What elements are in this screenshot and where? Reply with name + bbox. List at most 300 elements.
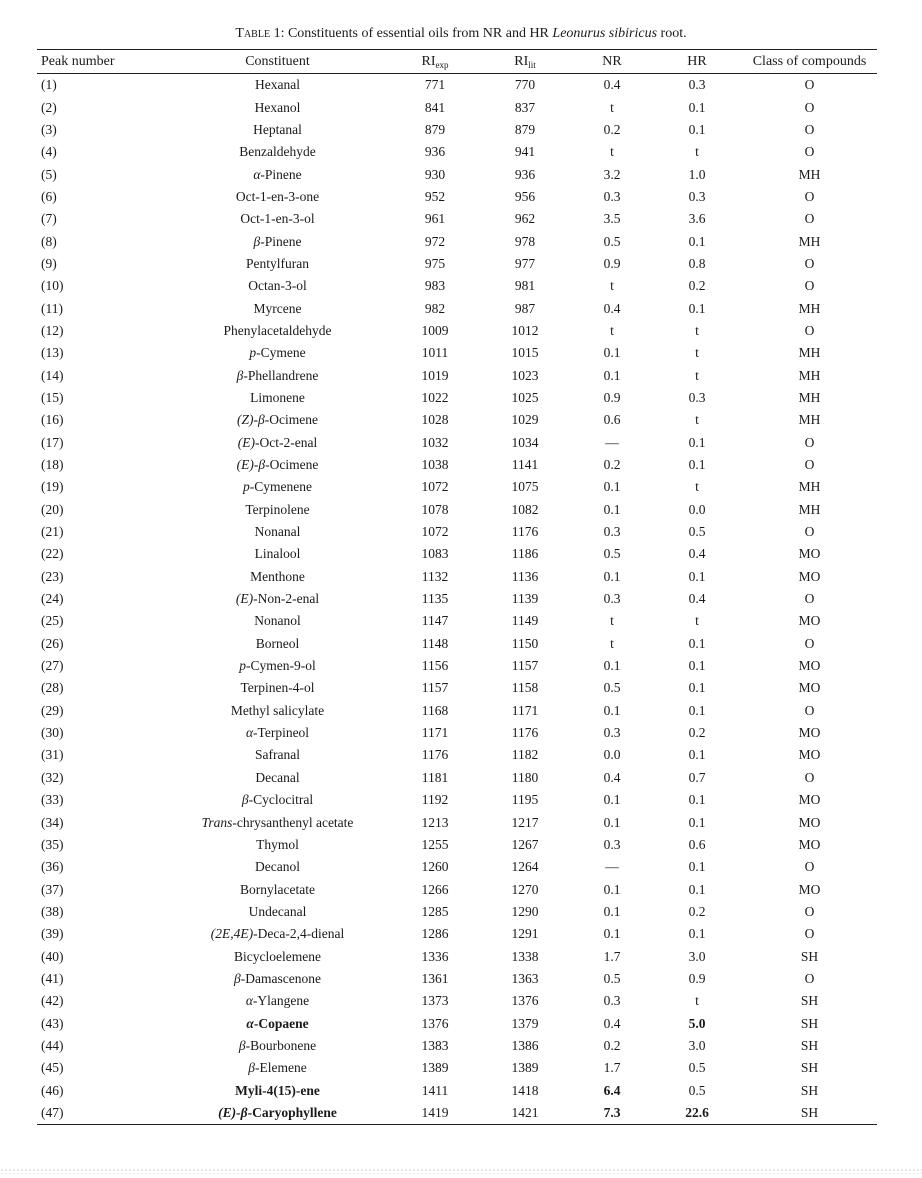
- constituent-part: Decanal: [255, 769, 300, 785]
- cell-constituent: [175, 636, 380, 652]
- cell-nr: 0.1: [603, 479, 621, 495]
- constituent-part: Thymol: [256, 836, 299, 852]
- table-row: [37, 566, 877, 588]
- cell-class: MH: [798, 412, 821, 428]
- cell-ri-exp: 1411: [421, 1082, 449, 1098]
- constituent-part: -Pinene: [260, 233, 302, 249]
- cell-hr: 0.3: [688, 188, 706, 204]
- cell-peak-number: (14): [41, 367, 64, 383]
- cell-peak-number: (40): [41, 948, 64, 964]
- cell-nr: 0.4: [603, 1015, 621, 1031]
- cell-ri-exp: 961: [424, 211, 446, 227]
- cell-nr: 0.3: [603, 524, 621, 540]
- table-row: [37, 588, 877, 610]
- cell-nr: 0.9: [603, 389, 621, 405]
- header-ri-exp: [390, 54, 480, 70]
- cell-constituent: [175, 792, 380, 808]
- cell-peak-number: (27): [41, 658, 64, 674]
- cell-constituent: [175, 457, 380, 473]
- cell-class: MO: [798, 613, 821, 629]
- constituent-part: Phenylacetaldehyde: [223, 322, 332, 338]
- cell-peak-number: (39): [41, 926, 64, 942]
- cell-ri-lit: 1180: [511, 769, 539, 785]
- constituent-part: -Damascenone: [240, 970, 321, 986]
- cell-hr: 0.9: [688, 970, 706, 986]
- cell-nr: 0.5: [603, 546, 621, 562]
- cell-hr: 0.1: [688, 434, 706, 450]
- cell-peak-number: (7): [41, 211, 57, 227]
- constituent-part: α: [246, 1015, 254, 1031]
- table-row: [37, 722, 877, 744]
- cell-ri-lit: 1015: [511, 345, 539, 361]
- caption-text-before: : Constituents of essential oils from NR and HR: [280, 26, 553, 41]
- cell-nr: t: [610, 99, 614, 115]
- cell-ri-lit: 978: [514, 233, 536, 249]
- cell-class: SH: [800, 1060, 819, 1076]
- table-row: [37, 878, 877, 900]
- cell-ri-lit: 1376: [511, 993, 539, 1009]
- cell-peak-number: (11): [41, 300, 63, 316]
- constituent-part: Safranal: [255, 747, 300, 763]
- cell-ri-lit: 1267: [511, 836, 539, 852]
- constituent-part: -Oct-2-enal: [255, 434, 318, 450]
- cell-hr: 0.4: [688, 591, 706, 607]
- cell-nr: t: [610, 322, 614, 338]
- cell-class: MO: [798, 881, 821, 897]
- cell-ri-exp: 1072: [421, 479, 449, 495]
- cell-class: MO: [798, 546, 821, 562]
- cell-constituent: [175, 100, 380, 116]
- cell-hr: t: [695, 367, 699, 383]
- cell-class: MH: [798, 166, 821, 182]
- cell-hr: 0.6: [688, 836, 706, 852]
- cell-hr: t: [695, 479, 699, 495]
- constituent-part: -Non-2-enal: [253, 591, 320, 607]
- cell-peak-number: (37): [41, 881, 64, 897]
- header-ri-lit: [480, 54, 570, 70]
- constituent-part: Octan-3-ol: [248, 278, 307, 294]
- table-row: [37, 275, 877, 297]
- cell-nr: 0.1: [603, 568, 621, 584]
- cell-hr: 0.1: [688, 747, 706, 763]
- header-constituent: Constituent: [245, 53, 310, 69]
- cell-ri-exp: 936: [424, 144, 446, 160]
- cell-class: O: [804, 255, 815, 271]
- cell-constituent: [175, 658, 380, 674]
- cell-ri-lit: 1418: [511, 1082, 539, 1098]
- constituent-part: (E)-β: [218, 1104, 248, 1120]
- cell-ri-exp: 1419: [421, 1104, 449, 1120]
- cell-ri-lit: 879: [514, 121, 536, 137]
- table-row: [37, 297, 877, 319]
- cell-hr: 0.3: [688, 389, 706, 405]
- table-row: [37, 968, 877, 990]
- table-row: [37, 633, 877, 655]
- cell-hr: t: [695, 412, 699, 428]
- header-ri-lit-sub: lit: [528, 59, 536, 70]
- cell-ri-exp: 1285: [421, 903, 449, 919]
- cell-class: O: [804, 591, 815, 607]
- table-row: [37, 677, 877, 699]
- cell-peak-number: (8): [41, 233, 57, 249]
- table-row: [37, 208, 877, 230]
- cell-ri-lit: 1139: [511, 591, 539, 607]
- cell-hr: 0.8: [688, 255, 706, 271]
- caption-species: Leonurus sibiricus: [552, 26, 658, 41]
- cell-nr: 0.4: [603, 769, 621, 785]
- cell-ri-lit: 1157: [511, 658, 539, 674]
- cell-hr: 0.1: [688, 99, 706, 115]
- constituent-part: Menthone: [250, 568, 305, 584]
- cell-ri-lit: 1136: [511, 568, 539, 584]
- cell-nr: 0.5: [603, 233, 621, 249]
- cell-hr: 0.1: [688, 881, 706, 897]
- table-row: [37, 767, 877, 789]
- constituent-part: (Z)-β: [237, 412, 265, 428]
- cell-ri-exp: 983: [424, 278, 446, 294]
- cell-ri-lit: 1195: [511, 792, 539, 808]
- cell-hr: 0.1: [688, 568, 706, 584]
- cell-class: MO: [798, 836, 821, 852]
- cell-class: O: [804, 769, 815, 785]
- constituents-table: [37, 49, 877, 1125]
- cell-ri-exp: 1083: [421, 546, 449, 562]
- cell-ri-exp: 1072: [421, 524, 449, 540]
- cell-peak-number: (24): [41, 591, 64, 607]
- cell-constituent: [175, 1016, 380, 1032]
- cell-constituent: [175, 703, 380, 719]
- cell-hr: 5.0: [688, 1015, 706, 1031]
- cell-ri-lit: 962: [514, 211, 536, 227]
- cell-peak-number: (43): [41, 1015, 64, 1031]
- table-row: [37, 856, 877, 878]
- cell-hr: 0.5: [688, 1082, 706, 1098]
- cell-hr: 0.1: [688, 814, 706, 830]
- table-body: [37, 74, 877, 1124]
- cell-nr: 0.2: [603, 1037, 621, 1053]
- cell-nr: 0.2: [603, 457, 621, 473]
- cell-ri-exp: 952: [424, 188, 446, 204]
- cell-ri-lit: 1182: [511, 747, 539, 763]
- header-peak-number: Peak number: [41, 53, 115, 69]
- cell-ri-lit: 1264: [511, 859, 539, 875]
- constituent-part: Myrcene: [253, 300, 302, 316]
- cell-nr: 6.4: [603, 1082, 621, 1098]
- cell-constituent: [175, 859, 380, 875]
- table-row: [37, 96, 877, 118]
- constituent-part: Pentylfuran: [246, 255, 309, 271]
- cell-class: SH: [800, 993, 819, 1009]
- constituent-part: -Ylangene: [252, 993, 310, 1009]
- cell-ri-lit: 1421: [511, 1104, 539, 1120]
- header-ri-lit-base: RI: [514, 53, 529, 69]
- cell-constituent: [175, 926, 380, 942]
- cell-ri-lit: 1158: [511, 680, 539, 696]
- cell-ri-exp: 1156: [421, 658, 449, 674]
- constituent-part: α: [245, 725, 254, 741]
- cell-hr: 0.1: [688, 121, 706, 137]
- cell-class: O: [804, 211, 815, 227]
- cell-ri-exp: 1213: [421, 814, 449, 830]
- cell-ri-lit: 1149: [511, 613, 539, 629]
- cell-peak-number: (33): [41, 792, 64, 808]
- cell-constituent: [175, 278, 380, 294]
- table-row: [37, 990, 877, 1012]
- constituent-part: -Caryophyllene: [247, 1104, 337, 1120]
- table-row: [37, 811, 877, 833]
- cell-nr: 0.1: [603, 345, 621, 361]
- constituent-part: Decanol: [255, 859, 300, 875]
- constituent-part: -Pinene: [260, 166, 302, 182]
- cell-ri-exp: 1011: [421, 345, 449, 361]
- constituent-part: β: [248, 1060, 255, 1076]
- cell-ri-lit: 1029: [511, 412, 539, 428]
- cell-nr: 0.1: [603, 814, 621, 830]
- table-row: [37, 834, 877, 856]
- constituent-part: β: [253, 233, 261, 249]
- table-row: [37, 253, 877, 275]
- cell-peak-number: (20): [41, 501, 64, 517]
- cell-nr: 3.2: [603, 166, 621, 182]
- cell-nr: 0.6: [603, 412, 621, 428]
- cell-ri-lit: 1176: [511, 524, 539, 540]
- cell-peak-number: (1): [41, 77, 57, 93]
- cell-ri-exp: 1383: [421, 1037, 449, 1053]
- cell-ri-exp: 1019: [421, 367, 449, 383]
- cell-constituent: [175, 412, 380, 428]
- cell-peak-number: (21): [41, 524, 64, 540]
- cell-hr: 0.1: [688, 680, 706, 696]
- cell-peak-number: (30): [41, 725, 64, 741]
- cell-nr: 0.1: [603, 658, 621, 674]
- cell-hr: 0.5: [688, 524, 706, 540]
- constituent-part: Myli-4(15)-ene: [235, 1082, 320, 1098]
- cell-ri-lit: 1270: [511, 881, 539, 897]
- cell-peak-number: (32): [41, 769, 64, 785]
- cell-ri-exp: 1260: [421, 859, 449, 875]
- table-row: [37, 364, 877, 386]
- cell-nr: —: [605, 859, 619, 875]
- table-row: [37, 521, 877, 543]
- table-row: [37, 945, 877, 967]
- cell-peak-number: (26): [41, 635, 64, 651]
- cell-class: O: [804, 457, 815, 473]
- cell-ri-exp: 1022: [421, 389, 449, 405]
- cell-ri-lit: 941: [514, 144, 536, 160]
- cell-constituent: [175, 524, 380, 540]
- cell-class: O: [804, 77, 815, 93]
- constituent-part: -Cyclocitral: [248, 792, 314, 808]
- cell-ri-lit: 770: [514, 77, 536, 93]
- cell-constituent: [175, 479, 380, 495]
- constituent-part: Terpinolene: [245, 501, 310, 517]
- cell-ri-exp: 1176: [421, 747, 449, 763]
- cell-constituent: [175, 256, 380, 272]
- cell-nr: t: [610, 144, 614, 160]
- cell-ri-lit: 1363: [511, 970, 539, 986]
- table-row: [37, 74, 877, 96]
- cell-constituent: [175, 1105, 380, 1121]
- cell-peak-number: (4): [41, 144, 57, 160]
- cell-nr: 0.0: [603, 747, 621, 763]
- cell-nr: 0.3: [603, 725, 621, 741]
- cell-constituent: [175, 971, 380, 987]
- cell-peak-number: (9): [41, 255, 57, 271]
- cell-nr: 0.1: [603, 792, 621, 808]
- cell-hr: t: [695, 993, 699, 1009]
- cell-peak-number: (25): [41, 613, 64, 629]
- page-bottom-dots: [0, 1168, 922, 1174]
- constituent-part: -Ocimene: [264, 412, 318, 428]
- cell-nr: —: [605, 434, 619, 450]
- cell-peak-number: (34): [41, 814, 64, 830]
- cell-nr: t: [610, 278, 614, 294]
- cell-class: MH: [798, 233, 821, 249]
- cell-constituent: [175, 189, 380, 205]
- cell-nr: 0.1: [603, 702, 621, 718]
- cell-ri-lit: 1075: [511, 479, 539, 495]
- constituent-part: Oct-1-en-3-one: [235, 188, 320, 204]
- cell-peak-number: (28): [41, 680, 64, 696]
- constituent-part: β: [241, 792, 249, 808]
- cell-ri-exp: 1032: [421, 434, 449, 450]
- cell-nr: 7.3: [603, 1104, 621, 1120]
- caption-label: Table 1: [235, 26, 281, 41]
- constituent-part: α: [253, 166, 261, 182]
- cell-nr: 0.9: [603, 255, 621, 271]
- table-row: [37, 655, 877, 677]
- cell-hr: 0.1: [688, 926, 706, 942]
- cell-ri-exp: 1361: [421, 970, 449, 986]
- cell-nr: 0.1: [603, 926, 621, 942]
- cell-class: O: [804, 144, 815, 160]
- cell-peak-number: (5): [41, 166, 57, 182]
- cell-ri-lit: 981: [514, 278, 536, 294]
- cell-ri-lit: 1023: [511, 367, 539, 383]
- cell-ri-exp: 1157: [421, 680, 449, 696]
- cell-hr: 0.1: [688, 658, 706, 674]
- header-nr: NR: [602, 53, 622, 69]
- cell-nr: 0.1: [603, 903, 621, 919]
- cell-hr: t: [695, 613, 699, 629]
- cell-ri-exp: 1373: [421, 993, 449, 1009]
- table-row: [37, 744, 877, 766]
- constituent-part: Linalool: [254, 546, 301, 562]
- constituent-part: -Copaene: [253, 1015, 309, 1031]
- cell-class: SH: [800, 1015, 819, 1031]
- cell-ri-lit: 956: [514, 188, 536, 204]
- cell-class: MH: [798, 300, 821, 316]
- constituent-part: -Deca-2,4-dienal: [253, 926, 345, 942]
- cell-class: MH: [798, 389, 821, 405]
- constituent-part: Oct-1-en-3-ol: [240, 211, 315, 227]
- table-row: [37, 1035, 877, 1057]
- cell-nr: t: [610, 613, 614, 629]
- cell-ri-exp: 1009: [421, 322, 449, 338]
- table-row: [37, 901, 877, 923]
- cell-class: O: [804, 859, 815, 875]
- cell-peak-number: (44): [41, 1037, 64, 1053]
- cell-hr: 1.0: [688, 166, 706, 182]
- cell-class: MO: [798, 568, 821, 584]
- cell-ri-lit: 1171: [511, 702, 539, 718]
- cell-ri-lit: 1290: [511, 903, 539, 919]
- cell-constituent: [175, 993, 380, 1009]
- table-row: [37, 163, 877, 185]
- cell-class: MO: [798, 814, 821, 830]
- table-row: [37, 1079, 877, 1101]
- cell-hr: 0.2: [688, 278, 706, 294]
- cell-nr: 0.1: [603, 501, 621, 517]
- constituent-part: Nonanol: [254, 613, 301, 629]
- cell-class: MH: [798, 501, 821, 517]
- cell-ri-lit: 1186: [511, 546, 539, 562]
- cell-ri-lit: 1034: [511, 434, 539, 450]
- cell-peak-number: (6): [41, 188, 57, 204]
- cell-peak-number: (41): [41, 970, 64, 986]
- cell-class: O: [804, 188, 815, 204]
- cell-ri-lit: 1025: [511, 389, 539, 405]
- cell-ri-exp: 1181: [421, 769, 449, 785]
- table-header-row: [37, 50, 877, 74]
- header-class: Class of compounds: [752, 53, 867, 69]
- cell-nr: 1.7: [603, 1060, 621, 1076]
- cell-constituent: [175, 211, 380, 227]
- constituent-part: α: [245, 993, 253, 1009]
- cell-constituent: [175, 345, 380, 361]
- header-ri-exp-sub: exp: [435, 59, 449, 70]
- cell-constituent: [175, 234, 380, 250]
- cell-ri-exp: 1255: [421, 836, 449, 852]
- cell-peak-number: (46): [41, 1082, 64, 1098]
- cell-hr: 22.6: [685, 1104, 709, 1120]
- constituent-part: -Terpineol: [253, 725, 310, 741]
- cell-constituent: [175, 368, 380, 384]
- cell-peak-number: (2): [41, 99, 57, 115]
- cell-ri-lit: 987: [514, 300, 536, 316]
- constituent-part: Hexanol: [254, 99, 301, 115]
- cell-class: SH: [800, 1082, 819, 1098]
- cell-ri-exp: 1389: [421, 1060, 449, 1076]
- table-row: [37, 923, 877, 945]
- cell-ri-lit: 1379: [511, 1015, 539, 1031]
- cell-constituent: [175, 122, 380, 138]
- cell-ri-exp: 930: [424, 166, 446, 182]
- constituent-part: (E): [237, 434, 256, 450]
- cell-ri-lit: 1012: [511, 322, 539, 338]
- cell-class: O: [804, 99, 815, 115]
- cell-hr: 3.0: [688, 1037, 706, 1053]
- cell-nr: 0.3: [603, 188, 621, 204]
- cell-nr: 0.4: [603, 77, 621, 93]
- table-row: [37, 320, 877, 342]
- constituent-part: -Cymenene: [249, 479, 312, 495]
- constituent-part: -Cymene: [256, 345, 306, 361]
- constituent-part: Borneol: [255, 635, 300, 651]
- cell-hr: t: [695, 345, 699, 361]
- cell-class: MO: [798, 747, 821, 763]
- cell-ri-lit: 1291: [511, 926, 539, 942]
- cell-ri-lit: 936: [514, 166, 536, 182]
- cell-ri-exp: 1078: [421, 501, 449, 517]
- cell-ri-exp: 1376: [421, 1015, 449, 1031]
- table-row: [37, 789, 877, 811]
- cell-class: O: [804, 635, 815, 651]
- cell-constituent: [175, 77, 380, 93]
- constituent-part: p: [243, 479, 250, 495]
- cell-constituent: [175, 591, 380, 607]
- cell-peak-number: (42): [41, 993, 64, 1009]
